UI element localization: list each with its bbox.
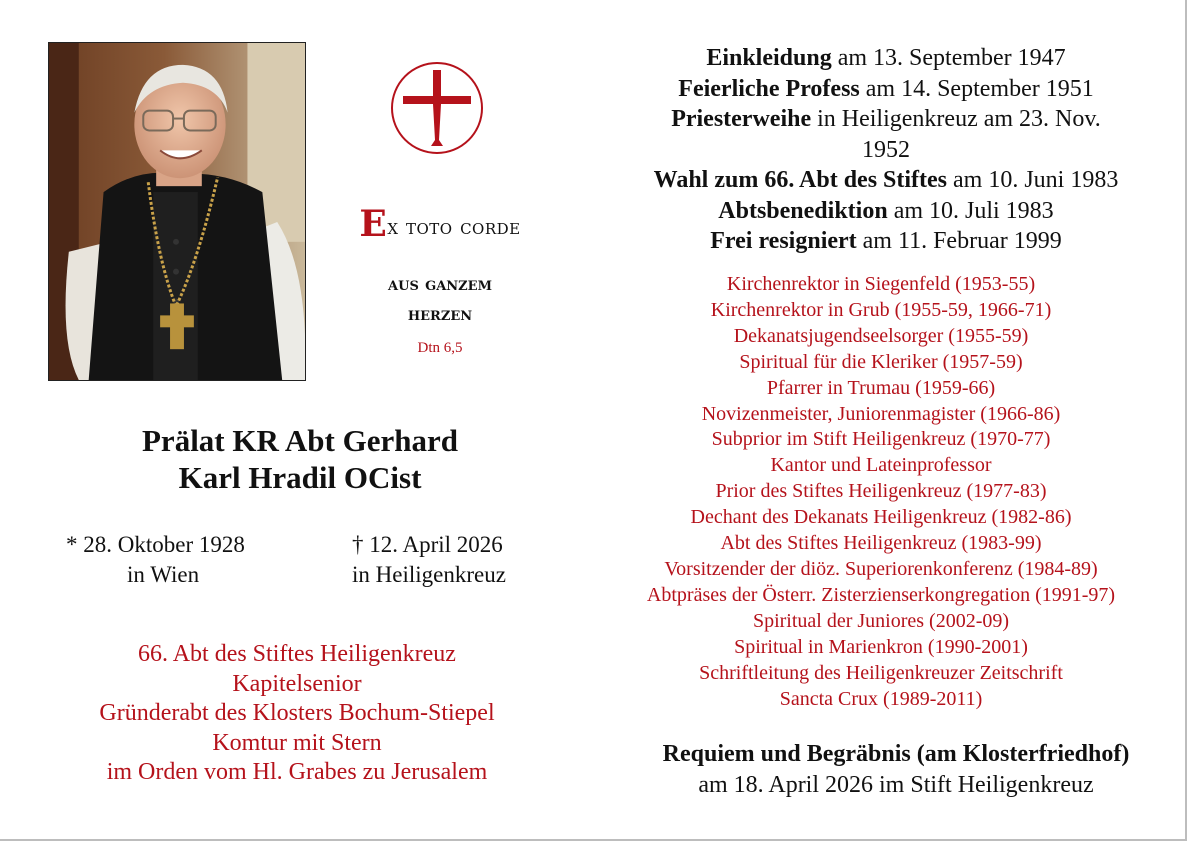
office-item: Abt des Stiftes Heiligenkreuz (1983-99) (720, 532, 1042, 555)
birth-date: * 28. Oktober 1928 (66, 532, 245, 557)
bible-verse: Dtn 6,5 (417, 340, 463, 356)
title-item: Kapitelsenior (232, 670, 362, 697)
deceased-name (50, 422, 550, 496)
title-item: im Orden vom Hl. Grabes zu Jerusalem (106, 759, 488, 785)
milestone-bold: Priesterweihe (671, 106, 812, 132)
office-item: Kirchenrektor in Siegenfeld (1953-55) (726, 273, 1036, 295)
title-item: Gründerabt des Klosters Bochum-Stiepel (99, 700, 495, 726)
milestone-rest: in Heiligenkreuz am 23. Nov. (811, 106, 1101, 132)
milestone-rest: am 11. Februar 1999 (856, 228, 1062, 254)
requiem-line1: Requiem und Begräbnis (am Klosterfriedhof) (662, 741, 1130, 767)
red-cross-circle-icon (389, 60, 485, 156)
birth-place: in Wien (127, 562, 200, 587)
motto-german (330, 270, 550, 330)
office-item: Spiritual für die Kleriker (1957-59) (739, 350, 1023, 373)
milestones-list (600, 43, 1172, 257)
milestone-item (600, 135, 1172, 166)
name-line2: Karl Hradil OCist (178, 460, 422, 495)
office-item: Vorsitzender der diöz. Superiorenkonferenz (1984-89) (664, 557, 1098, 580)
death-place: in Heiligenkreuz (352, 562, 506, 587)
milestone-bold: Abtsbenediktion (718, 197, 888, 224)
requiem-line2: am 18. April 2026 im Stift Heiligenkreuz (698, 772, 1094, 798)
offices-list (596, 272, 1166, 712)
milestone-rest: 1952 (862, 136, 910, 163)
office-item: Kirchenrektor in Grub (1955-59, 1966-71) (710, 298, 1052, 321)
death-date: † 12. April 2026 (352, 532, 503, 557)
milestone-bold: Einkleidung (706, 45, 832, 71)
office-item: Subprior im Stift Heiligenkreuz (1970-77) (711, 428, 1051, 451)
portrait-photo (48, 42, 306, 381)
titles-list (50, 640, 544, 788)
title-item: Komtur mit Stern (212, 729, 382, 756)
milestone-rest: am 10. Juni 1983 (947, 167, 1119, 193)
death-info (352, 530, 552, 590)
office-item: Spiritual der Juniores (2002-09) (752, 609, 1010, 632)
office-item: Dekanatsjugendseelsorger (1955-59) (733, 324, 1029, 347)
office-item: Pfarrer in Trumau (1959-66) (766, 376, 996, 399)
milestone-bold: Frei resigniert (710, 228, 857, 254)
office-item: Prior des Stiftes Heiligenkreuz (1977-83) (715, 480, 1047, 503)
milestone-rest: am 14. September 1951 (859, 75, 1094, 102)
motto-german-line2: herzen (407, 304, 473, 325)
office-item: Dechant des Dekanats Heiligenkreuz (1982-86) (690, 506, 1072, 529)
office-item: Kantor und Lateinprofessor (770, 454, 992, 477)
title-item: 66. Abt des Stiftes Heiligenkreuz (138, 641, 456, 667)
motto-german-line1: aus ganzem (388, 274, 492, 295)
office-item: Abtpräses der Österr. Zisterzienserkongregation (1991-97) (646, 583, 1116, 606)
birth-info (66, 530, 286, 590)
milestone-rest: am 10. Juli 1983 (887, 197, 1054, 224)
milestone-item (600, 196, 1172, 227)
motto-latin (330, 203, 550, 245)
office-item: Sancta Crux (1989-2011) (779, 687, 983, 710)
milestone-item (600, 165, 1172, 196)
milestone-bold: Feierliche Profess (678, 75, 860, 102)
requiem-info (596, 739, 1190, 801)
motto-initial: E (359, 203, 388, 245)
milestone-item (600, 226, 1172, 257)
office-item: Schriftleitung des Heiligenkreuzer Zeitschrift (699, 661, 1063, 684)
milestone-rest: am 13. September 1947 (831, 45, 1066, 71)
office-item: Novizenmeister, Juniorenmagister (1966-86) (701, 402, 1061, 425)
milestone-bold: Wahl zum 66. Abt des Stiftes (653, 167, 948, 193)
milestone-item (600, 43, 1172, 74)
milestone-item (600, 104, 1172, 135)
name-line1: Prälat KR Abt Gerhard (142, 423, 458, 458)
milestone-item (600, 74, 1172, 105)
office-item: Spiritual in Marienkron (1990-2001) (734, 635, 1028, 658)
motto-latin-rest: x toto corde (387, 215, 521, 240)
